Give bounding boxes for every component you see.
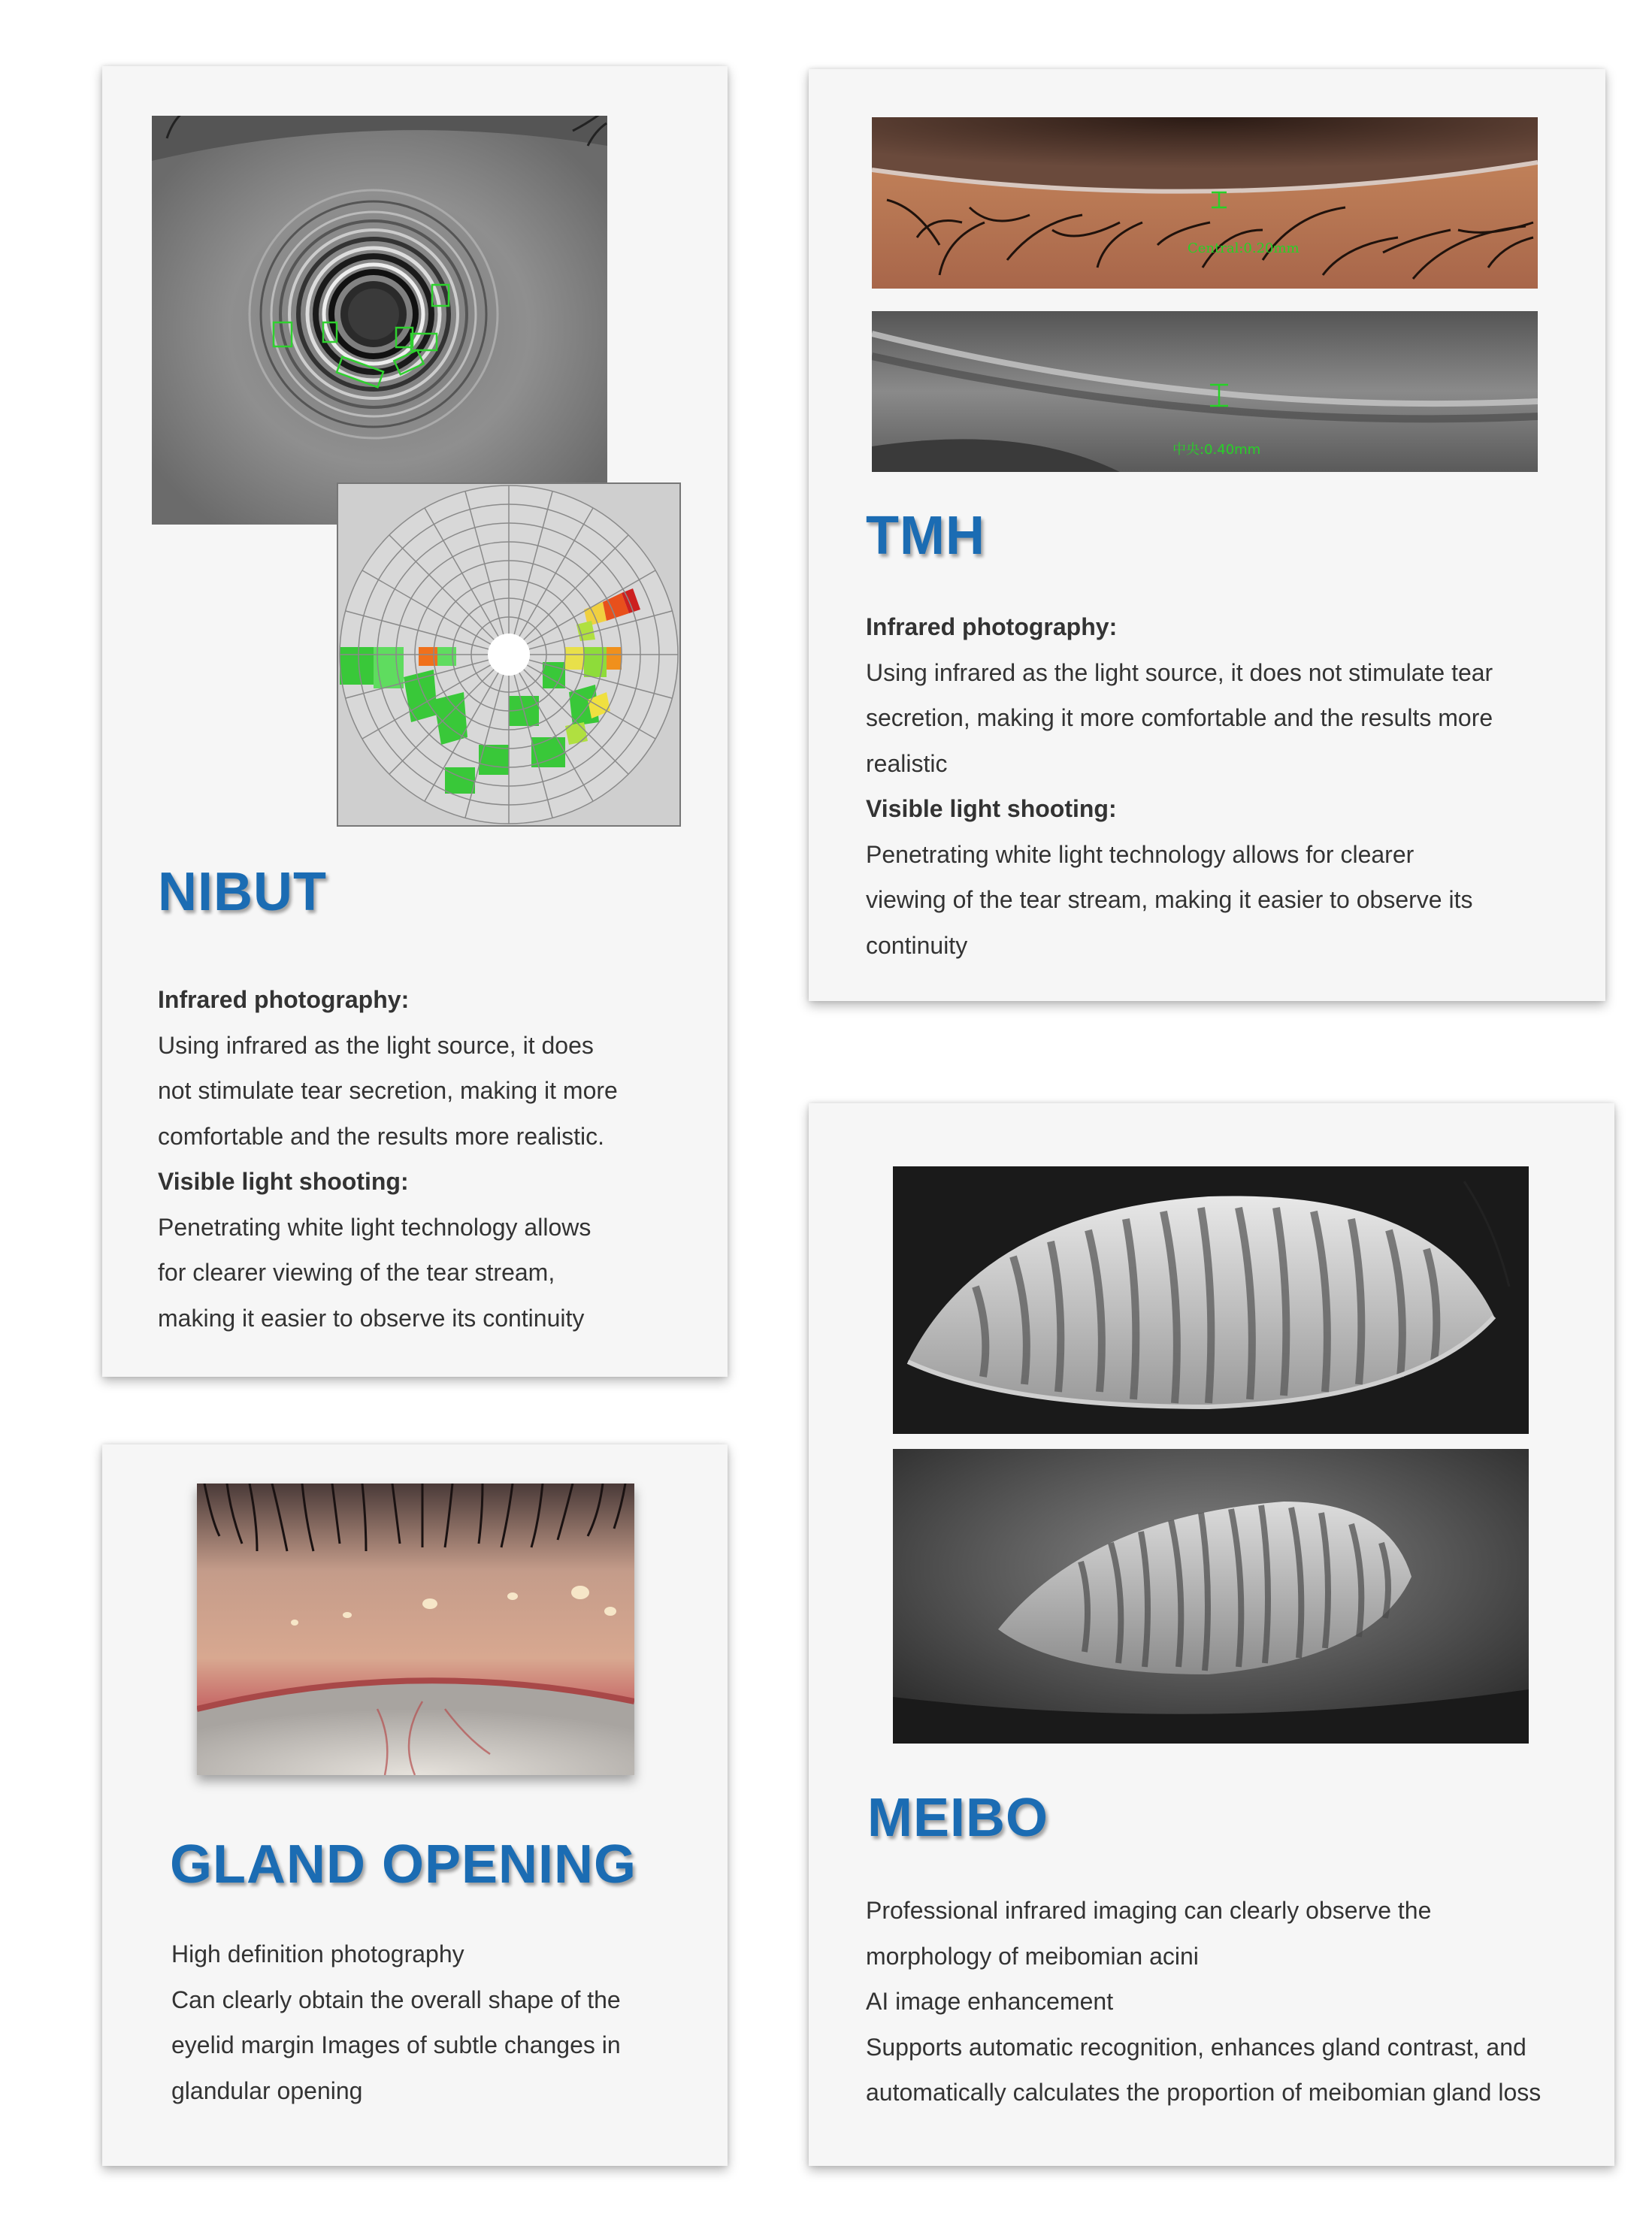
tmh-top-measure-label: Central:0.20mm xyxy=(1188,240,1300,256)
meibo-title: MEIBO xyxy=(867,1788,1049,1848)
nibut-text-line: making it easier to observe its continuity xyxy=(158,1304,585,1332)
meibo-text-line: Professional infrared imaging can clearly observe the xyxy=(866,1897,1432,1924)
tmh-text-line: secretion, making it more comfortable and the results more xyxy=(866,704,1493,731)
tmh-text-line: Penetrating white light technology allows for clearer xyxy=(866,840,1414,868)
meibo-card xyxy=(809,1103,1614,2166)
meibo-text-line: automatically calculates the proportion of meibomian gland loss xyxy=(866,2079,1542,2106)
gland-text-line: eyelid margin Images of subtle changes in xyxy=(171,2031,621,2058)
tmh-title: TMH xyxy=(866,506,985,566)
nibut-polar-map xyxy=(337,482,681,827)
nibut-card xyxy=(102,66,728,1377)
nibut-text-line: Using infrared as the light source, it does xyxy=(158,1031,594,1059)
nibut-heading-visible: Visible light shooting: xyxy=(158,1168,409,1195)
tmh-text-line: realistic xyxy=(866,749,948,777)
gland-eyelid-image xyxy=(197,1484,634,1775)
gland-opening-card xyxy=(102,1444,728,2166)
tmh-bottom-measure-label: 中央:0.40mm xyxy=(1172,442,1261,458)
nibut-text-line: comfortable and the results more realistic. xyxy=(158,1122,605,1150)
nibut-text-line: Penetrating white light technology allows xyxy=(158,1213,592,1241)
meibo-upper-lid-image xyxy=(893,1166,1529,1434)
tmh-card xyxy=(809,69,1605,1001)
tmh-description xyxy=(866,604,1587,968)
tmh-heading-visible: Visible light shooting: xyxy=(866,795,1117,822)
meibo-text-line: AI image enhancement xyxy=(866,1988,1114,2015)
tmh-text-line: continuity xyxy=(866,931,968,959)
meibo-text-line: Supports automatic recognition, enhances gland contrast, and xyxy=(866,2033,1526,2061)
gland-title: GLAND OPENING xyxy=(170,1834,637,1895)
nibut-text-line: for clearer viewing of the tear stream, xyxy=(158,1259,555,1286)
tmh-text-line: Using infrared as the light source, it does not stimulate tear xyxy=(866,658,1493,686)
tmh-eyelid-ir-image xyxy=(872,311,1538,472)
tmh-text-line: viewing of the tear stream, making it easier to observe its xyxy=(866,886,1473,913)
tmh-eyelid-color-image xyxy=(872,117,1538,289)
gland-text-line: glandular opening xyxy=(171,2076,363,2104)
meibo-lower-lid-image xyxy=(893,1449,1529,1744)
nibut-description xyxy=(158,977,699,1341)
tmh-heading-infrared: Infrared photography: xyxy=(866,613,1118,640)
gland-text-line: Can clearly obtain the overall shape of the xyxy=(171,1986,621,2013)
gland-description xyxy=(171,1931,713,2113)
nibut-title: NIBUT xyxy=(158,862,327,922)
meibo-text-line: morphology of meibomian acini xyxy=(866,1942,1199,1970)
gland-text-line: High definition photography xyxy=(171,1940,464,1967)
meibo-description xyxy=(866,1888,1610,2116)
nibut-text-line: not stimulate tear secretion, making it more xyxy=(158,1077,618,1104)
nibut-heading-infrared: Infrared photography: xyxy=(158,986,410,1013)
nibut-eye-image xyxy=(152,116,607,525)
